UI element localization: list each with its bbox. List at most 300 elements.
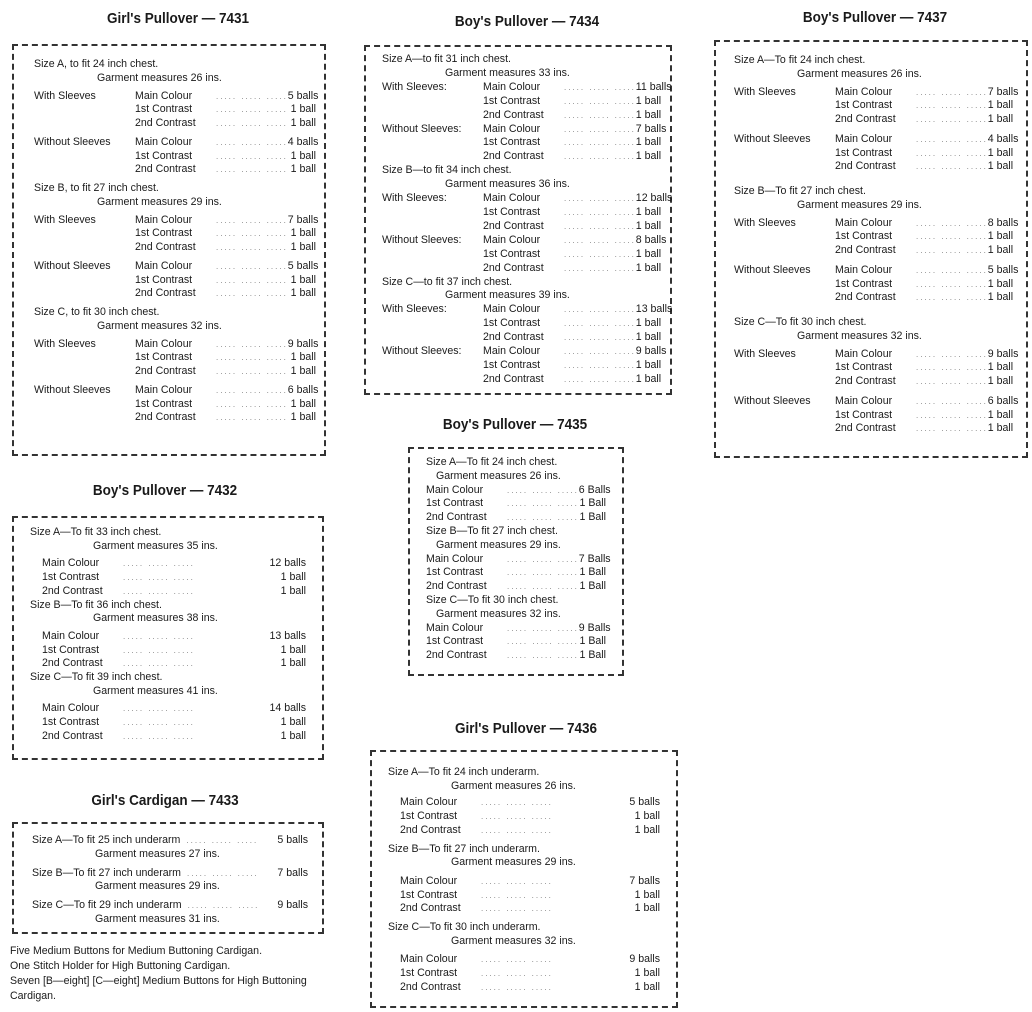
yarn-row	[382, 303, 673, 317]
yarn-row	[34, 117, 316, 131]
yarn-qty: 1 ball	[987, 408, 1014, 421]
yarn-qty: 1 ball	[635, 331, 662, 344]
leader-dots: ..... ..... .....	[916, 293, 988, 303]
yarn-row	[426, 511, 606, 525]
sleeve-label: With Sleeves:	[382, 303, 447, 316]
yarn-row	[30, 716, 306, 730]
yarn-qty: 7 balls	[635, 122, 667, 135]
yarn-row	[734, 347, 1019, 362]
leader-dots: ..... ..... .....	[216, 413, 288, 423]
yarn-qty: 9 balls	[277, 899, 308, 912]
box-7437	[714, 40, 1028, 458]
sleeve-label: Without Sleeves	[34, 259, 111, 272]
yarn-qty: 1 ball	[635, 150, 662, 163]
yarn-row	[382, 205, 662, 220]
leader-dots: ..... ..... .....	[481, 982, 553, 992]
yarn-qty: 1 ball	[280, 571, 306, 584]
yarn-qty: 1 ball	[635, 247, 662, 260]
leader-dots: ..... ..... .....	[216, 165, 288, 175]
garment-measure: Garment measures 29 ins.	[436, 538, 561, 551]
yarn-qty: 1 ball	[290, 397, 316, 410]
yarn-qty: 1 Ball	[579, 566, 606, 579]
leader-dots: ..... ..... .....	[216, 289, 288, 299]
size-heading: Size C, to fit 30 inch chest.	[34, 306, 160, 318]
yarn-item: Main Colour	[135, 213, 193, 226]
yarn-row	[30, 702, 306, 716]
yarn-item: 2nd Contrast	[483, 331, 544, 344]
yarn-qty: 1 ball	[987, 146, 1014, 159]
yarn-row	[30, 657, 306, 671]
leader-dots: ..... ..... .....	[916, 349, 988, 359]
yarn-row	[734, 263, 1019, 278]
yarn-row	[382, 233, 667, 248]
yarn-item: Main Colour	[835, 347, 893, 360]
leader-dots: ..... ..... .....	[507, 582, 579, 592]
sleeve-label: With Sleeves	[34, 213, 96, 226]
size-heading: Size C—To fit 29 inch underarm	[32, 899, 182, 912]
garment-measure: Garment measures 27 ins.	[95, 847, 220, 860]
leader-dots: ..... ..... .....	[507, 513, 579, 523]
yarn-item: 2nd Contrast	[483, 108, 544, 121]
leader-dots: ..... ..... .....	[216, 137, 288, 147]
yarn-qty: 1 ball	[987, 244, 1014, 256]
size-group	[30, 599, 306, 672]
yarn-item: 1st Contrast	[835, 361, 893, 374]
yarn-item: 2nd Contrast	[135, 163, 196, 176]
yarn-qty: 1 ball	[634, 823, 660, 836]
yarn-item: 1st Contrast	[135, 273, 193, 286]
title-7432: Boy's Pullover — 7432	[92, 482, 238, 499]
yarn-row	[34, 365, 316, 379]
yarn-qty: 1 Ball	[579, 511, 606, 524]
yarn-qty: 12 balls	[269, 557, 306, 570]
yarn-item: 1st Contrast	[135, 227, 193, 240]
yarn-qty: 4 balls	[287, 135, 319, 148]
yarn-row	[34, 227, 316, 241]
leader-dots: ..... ..... .....	[916, 363, 988, 373]
sleeve-label: With Sleeves	[34, 89, 96, 102]
yarn-qty: 1 ball	[635, 219, 662, 232]
box-7432	[12, 516, 324, 760]
yarn-row	[734, 160, 1012, 174]
leader-dots: ..... ..... .....	[123, 645, 195, 655]
size-heading: Size A, to fit 24 inch chest.	[34, 58, 159, 70]
yarn-qty: 1 ball	[634, 902, 660, 915]
yarn-qty: 1 ball	[280, 657, 306, 670]
leader-dots: ..... ..... .....	[916, 265, 988, 275]
yarn-row	[388, 953, 660, 967]
leader-dots: ..... ..... .....	[216, 215, 288, 225]
yarn-item: 2nd Contrast	[42, 729, 103, 742]
yarn-row	[30, 644, 306, 658]
sleeve-label: Without Sleeves	[734, 394, 811, 407]
yarn-item: Main Colour	[483, 122, 541, 135]
yarn-item: 2nd Contrast	[483, 372, 544, 385]
yarn-item: 1st Contrast	[835, 230, 893, 243]
sleeve-label: Without Sleeves:	[382, 233, 462, 246]
yarn-qty: 1 ball	[987, 291, 1014, 304]
size-heading: Size B—To fit 36 inch chest.	[30, 598, 162, 611]
yarn-row	[34, 89, 319, 104]
size-group	[734, 316, 1019, 436]
leader-dots: ..... ..... .....	[564, 347, 636, 357]
yarn-item: Main Colour	[42, 557, 100, 570]
yarn-item: 2nd Contrast	[835, 160, 896, 173]
yarn-item: Main Colour	[135, 337, 193, 350]
garment-measure: Garment measures 33 ins.	[445, 66, 570, 79]
leader-dots: ..... ..... .....	[564, 333, 636, 343]
leader-dots: ..... ..... .....	[507, 637, 579, 647]
size-heading: Size B, to fit 27 inch chest.	[34, 182, 159, 194]
leader-dots: ..... ..... .....	[216, 105, 288, 115]
yarn-row	[30, 571, 306, 585]
title-7435: Boy's Pullover — 7435	[442, 416, 588, 433]
leader-dots: ..... ..... .....	[216, 243, 288, 252]
size-heading: Size B—To fit 27 inch underarm.	[388, 842, 540, 855]
yarn-qty: 5 balls	[287, 89, 319, 102]
yarn-row	[734, 291, 1012, 305]
yarn-qty: 7 balls	[987, 85, 1019, 98]
box-7436	[370, 750, 678, 1008]
yarn-item: 1st Contrast	[835, 146, 893, 159]
leader-dots: ..... ..... .....	[564, 96, 636, 106]
leader-dots: ..... ..... .....	[216, 385, 288, 395]
leader-dots: ..... ..... .....	[216, 339, 288, 349]
yarn-qty: 1 ball	[290, 149, 316, 162]
sleeve-label: With Sleeves	[34, 337, 96, 350]
yarn-row	[388, 875, 660, 889]
box-7433	[12, 822, 324, 934]
leader-dots: ..... ..... .....	[916, 424, 988, 434]
yarn-qty: 1 ball	[635, 261, 662, 274]
leader-dots: ..... ..... .....	[123, 659, 195, 669]
size-group	[734, 185, 1019, 305]
yarn-qty: 1 ball	[635, 136, 662, 149]
yarn-item: 1st Contrast	[42, 643, 100, 656]
yarn-qty: 9 balls	[987, 347, 1019, 360]
yarn-row	[34, 287, 316, 301]
yarn-row	[734, 361, 1012, 375]
yarn-row	[34, 398, 316, 412]
leader-dots: ..... ..... .....	[123, 731, 195, 741]
yarn-row	[426, 483, 611, 498]
garment-measure: Garment measures 29 ins.	[97, 195, 222, 208]
leader-dots: ..... ..... .....	[916, 410, 988, 420]
yarn-row	[426, 580, 606, 594]
yarn-qty: 1 ball	[290, 241, 316, 253]
yarn-qty: 1 ball	[634, 967, 660, 980]
yarn-qty: 1 ball	[280, 643, 306, 656]
garment-measure: Garment measures 26 ins.	[97, 71, 222, 84]
yarn-row	[388, 967, 660, 981]
yarn-row	[30, 557, 306, 571]
yarn-item: Main Colour	[483, 233, 541, 246]
yarn-qty: 1 ball	[280, 729, 306, 742]
sleeve-label: With Sleeves	[734, 85, 796, 98]
yarn-item: 1st Contrast	[42, 716, 100, 729]
size-heading: Size C—To fit 39 inch chest.	[30, 671, 163, 684]
sleeve-label: With Sleeves:	[382, 192, 447, 205]
yarn-item: Main Colour	[400, 874, 458, 887]
box-7431	[12, 44, 326, 456]
yarn-item: 1st Contrast	[135, 103, 193, 116]
yarn-row	[382, 108, 662, 123]
size-group	[32, 899, 308, 927]
yarn-qty: 1 ball	[635, 205, 662, 218]
leader-dots: ..... ..... .....	[123, 631, 195, 641]
leader-dots: ..... ..... .....	[507, 651, 579, 661]
yarn-row	[382, 192, 673, 206]
title-7437: Boy's Pullover — 7437	[802, 9, 948, 26]
leader-dots: ..... ..... .....	[564, 360, 636, 370]
yarn-qty: 1 ball	[280, 584, 306, 597]
yarn-item: Main Colour	[426, 552, 484, 565]
yarn-qty: 13 balls	[269, 629, 306, 642]
yarn-qty: 1 Ball	[579, 649, 606, 662]
leader-dots: ..... ..... .....	[564, 221, 636, 231]
yarn-item: Main Colour	[400, 796, 458, 809]
leader-dots: ..... ..... .....	[186, 836, 259, 845]
size-group	[426, 524, 611, 594]
yarn-item: 1st Contrast	[135, 149, 193, 162]
title-7434: Boy's Pullover — 7434	[454, 13, 600, 30]
yarn-row	[382, 247, 662, 262]
size-group	[734, 54, 1019, 174]
yarn-row	[34, 150, 316, 164]
size-group	[388, 921, 660, 995]
yarn-item: Main Colour	[483, 303, 541, 316]
leader-dots: ..... ..... .....	[916, 148, 988, 158]
size-row	[32, 867, 308, 881]
leader-dots: ..... ..... .....	[916, 279, 988, 289]
leader-dots: ..... ..... .....	[507, 568, 579, 578]
leader-dots: ..... ..... .....	[123, 704, 195, 714]
garment-measure: Garment measures 31 ins.	[95, 912, 220, 925]
yarn-qty: 1 ball	[290, 365, 316, 377]
yarn-item: 2nd Contrast	[135, 241, 196, 253]
yarn-qty: 1 ball	[987, 113, 1014, 125]
yarn-row	[382, 94, 662, 109]
yarn-qty: 9 balls	[635, 345, 667, 358]
yarn-qty: 14 balls	[269, 702, 306, 715]
yarn-item: 2nd Contrast	[483, 219, 544, 232]
size-heading: Size B—To fit 27 inch chest.	[426, 524, 558, 537]
size-group	[34, 58, 319, 177]
size-heading: Size B—To fit 27 inch underarm	[32, 866, 181, 879]
garment-measure: Garment measures 29 ins.	[797, 198, 922, 211]
yarn-item: 1st Contrast	[42, 571, 100, 584]
yarn-qty: 5 balls	[629, 796, 660, 809]
size-heading: Size C—To fit 30 inch chest.	[734, 316, 867, 328]
yarn-item: Main Colour	[835, 394, 893, 407]
yarn-row	[734, 394, 1019, 409]
yarn-item: 2nd Contrast	[483, 150, 544, 163]
yarn-row	[34, 383, 319, 398]
yarn-row	[34, 259, 319, 274]
yarn-qty: 13 balls	[635, 303, 673, 316]
yarn-row	[734, 85, 1019, 100]
leader-dots: ..... ..... .....	[916, 396, 988, 406]
leader-dots: ..... ..... .....	[564, 110, 636, 120]
yarn-row	[388, 810, 660, 824]
yarn-qty: 5 balls	[287, 259, 319, 272]
leader-dots: ..... ..... .....	[916, 134, 988, 144]
yarn-item: Main Colour	[42, 629, 100, 642]
yarn-qty: 6 balls	[987, 394, 1019, 407]
size-group	[426, 593, 611, 663]
yarn-item: 2nd Contrast	[835, 422, 896, 435]
yarn-qty: 7 balls	[629, 874, 660, 887]
size-group	[34, 182, 319, 301]
garment-measure: Garment measures 29 ins.	[451, 856, 576, 869]
leader-dots: ..... ..... .....	[564, 207, 636, 217]
leader-dots: ..... ..... .....	[216, 399, 288, 409]
yarn-item: 1st Contrast	[400, 967, 458, 980]
garment-measure: Garment measures 32 ins.	[97, 319, 222, 332]
size-heading: Size A—To fit 25 inch underarm	[32, 834, 181, 846]
yarn-item: Main Colour	[835, 216, 893, 229]
yarn-qty: 1 ball	[987, 361, 1014, 374]
yarn-item: 2nd Contrast	[135, 411, 196, 424]
yarn-qty: 8 balls	[635, 233, 667, 246]
yarn-row	[34, 241, 316, 255]
yarn-item: 1st Contrast	[835, 99, 893, 112]
leader-dots: ..... ..... .....	[123, 573, 195, 583]
yarn-qty: 9 Balls	[578, 621, 611, 634]
sleeve-label: With Sleeves	[734, 347, 796, 360]
yarn-qty: 1 ball	[635, 94, 662, 107]
yarn-row	[382, 122, 667, 137]
yarn-row	[382, 261, 662, 276]
sleeve-label: With Sleeves	[734, 216, 796, 229]
leader-dots: ..... ..... .....	[216, 275, 288, 285]
size-heading: Size B—To fit 27 inch chest.	[734, 185, 866, 197]
yarn-row	[426, 621, 611, 636]
title-7431: Girl's Pullover — 7431	[106, 10, 250, 27]
size-group	[32, 867, 308, 895]
leader-dots: ..... ..... .....	[216, 91, 288, 101]
yarn-item: Main Colour	[483, 192, 541, 205]
yarn-qty: 1 ball	[987, 99, 1014, 112]
yarn-item: 1st Contrast	[483, 317, 541, 330]
yarn-row	[426, 566, 606, 580]
box-7435	[408, 447, 624, 676]
title-7436: Girl's Pullover — 7436	[454, 720, 598, 737]
yarn-qty: 9 balls	[629, 953, 660, 966]
yarn-item: 2nd Contrast	[400, 902, 461, 915]
yarn-qty: 4 balls	[987, 132, 1019, 145]
leader-dots: ..... ..... .....	[916, 218, 988, 228]
yarn-item: Main Colour	[835, 85, 893, 98]
leader-dots: ..... ..... .....	[481, 876, 553, 886]
size-group	[30, 671, 306, 744]
yarn-row	[382, 317, 662, 331]
leader-dots: ..... ..... .....	[916, 232, 988, 242]
yarn-row	[734, 278, 1012, 292]
leader-dots: ..... ..... .....	[916, 115, 988, 124]
yarn-qty: 7 Balls	[578, 552, 611, 565]
cardigan-notes	[10, 944, 340, 1004]
leader-dots: ..... ..... .....	[481, 798, 553, 808]
yarn-row	[34, 213, 319, 228]
leader-dots: ..... ..... .....	[481, 904, 553, 914]
yarn-qty: 5 balls	[277, 834, 308, 846]
title-7433: Girl's Cardigan — 7433	[91, 792, 239, 809]
yarn-row	[388, 824, 660, 838]
yarn-qty: 1 ball	[290, 163, 316, 176]
leader-dots: ..... ..... .....	[123, 559, 195, 569]
yarn-row	[734, 230, 1012, 244]
yarn-item: 1st Contrast	[483, 358, 541, 371]
leader-dots: ..... ..... .....	[123, 586, 195, 596]
garment-measure: Garment measures 36 ins.	[445, 178, 570, 191]
yarn-qty: 12 balls	[635, 192, 673, 205]
leader-dots: ..... ..... .....	[564, 374, 636, 384]
yarn-row	[382, 150, 662, 164]
yarn-row	[382, 372, 662, 387]
leader-dots: ..... ..... .....	[481, 825, 553, 835]
yarn-row	[388, 981, 660, 995]
yarn-item: 2nd Contrast	[483, 261, 544, 274]
yarn-item: 2nd Contrast	[426, 511, 487, 524]
leader-dots: ..... ..... .....	[564, 138, 636, 148]
yarn-item: Main Colour	[135, 89, 193, 102]
sleeve-label: Without Sleeves	[734, 132, 811, 145]
yarn-qty: 1 Ball	[579, 497, 606, 510]
size-group	[426, 456, 611, 525]
leader-dots: ..... ..... .....	[564, 82, 636, 92]
yarn-row	[734, 375, 1012, 389]
leader-dots: ..... ..... .....	[216, 229, 288, 239]
yarn-qty: 8 balls	[987, 216, 1019, 229]
sleeve-label: Without Sleeves	[34, 383, 111, 396]
garment-measure: Garment measures 32 ins.	[436, 607, 561, 620]
yarn-row	[734, 113, 1012, 127]
leader-dots: ..... ..... .....	[564, 235, 636, 245]
leader-dots: ..... ..... .....	[507, 499, 579, 509]
yarn-qty: 1 ball	[290, 117, 316, 129]
yarn-qty: 9 balls	[287, 337, 319, 350]
yarn-row	[382, 358, 662, 373]
yarn-row	[382, 345, 667, 359]
leader-dots: ..... ..... .....	[507, 554, 579, 564]
sleeve-label: Without Sleeves	[34, 135, 111, 148]
yarn-qty: 1 ball	[635, 358, 662, 371]
yarn-row	[34, 274, 316, 288]
yarn-qty: 11 balls	[635, 80, 672, 93]
yarn-qty: 1 ball	[987, 277, 1014, 290]
yarn-qty: 1 Ball	[579, 580, 606, 593]
size-group	[388, 843, 660, 917]
yarn-qty: 1 ball	[987, 422, 1014, 435]
leader-dots: ..... ..... .....	[186, 868, 259, 878]
yarn-item: 1st Contrast	[426, 635, 484, 648]
yarn-qty: 1 ball	[987, 375, 1014, 387]
yarn-item: 2nd Contrast	[835, 291, 896, 304]
leader-dots: ..... ..... .....	[481, 955, 553, 965]
yarn-row	[34, 163, 316, 177]
leader-dots: ..... ..... .....	[481, 812, 553, 822]
yarn-row	[734, 99, 1012, 113]
yarn-qty: 1 ball	[290, 287, 316, 300]
yarn-item: 2nd Contrast	[135, 117, 196, 129]
yarn-row	[388, 796, 660, 810]
size-group	[34, 306, 319, 425]
yarn-item: 1st Contrast	[483, 205, 541, 218]
yarn-row	[382, 219, 662, 234]
garment-measure: Garment measures 41 ins.	[93, 684, 218, 697]
garment-measure: Garment measures 26 ins.	[451, 779, 576, 792]
